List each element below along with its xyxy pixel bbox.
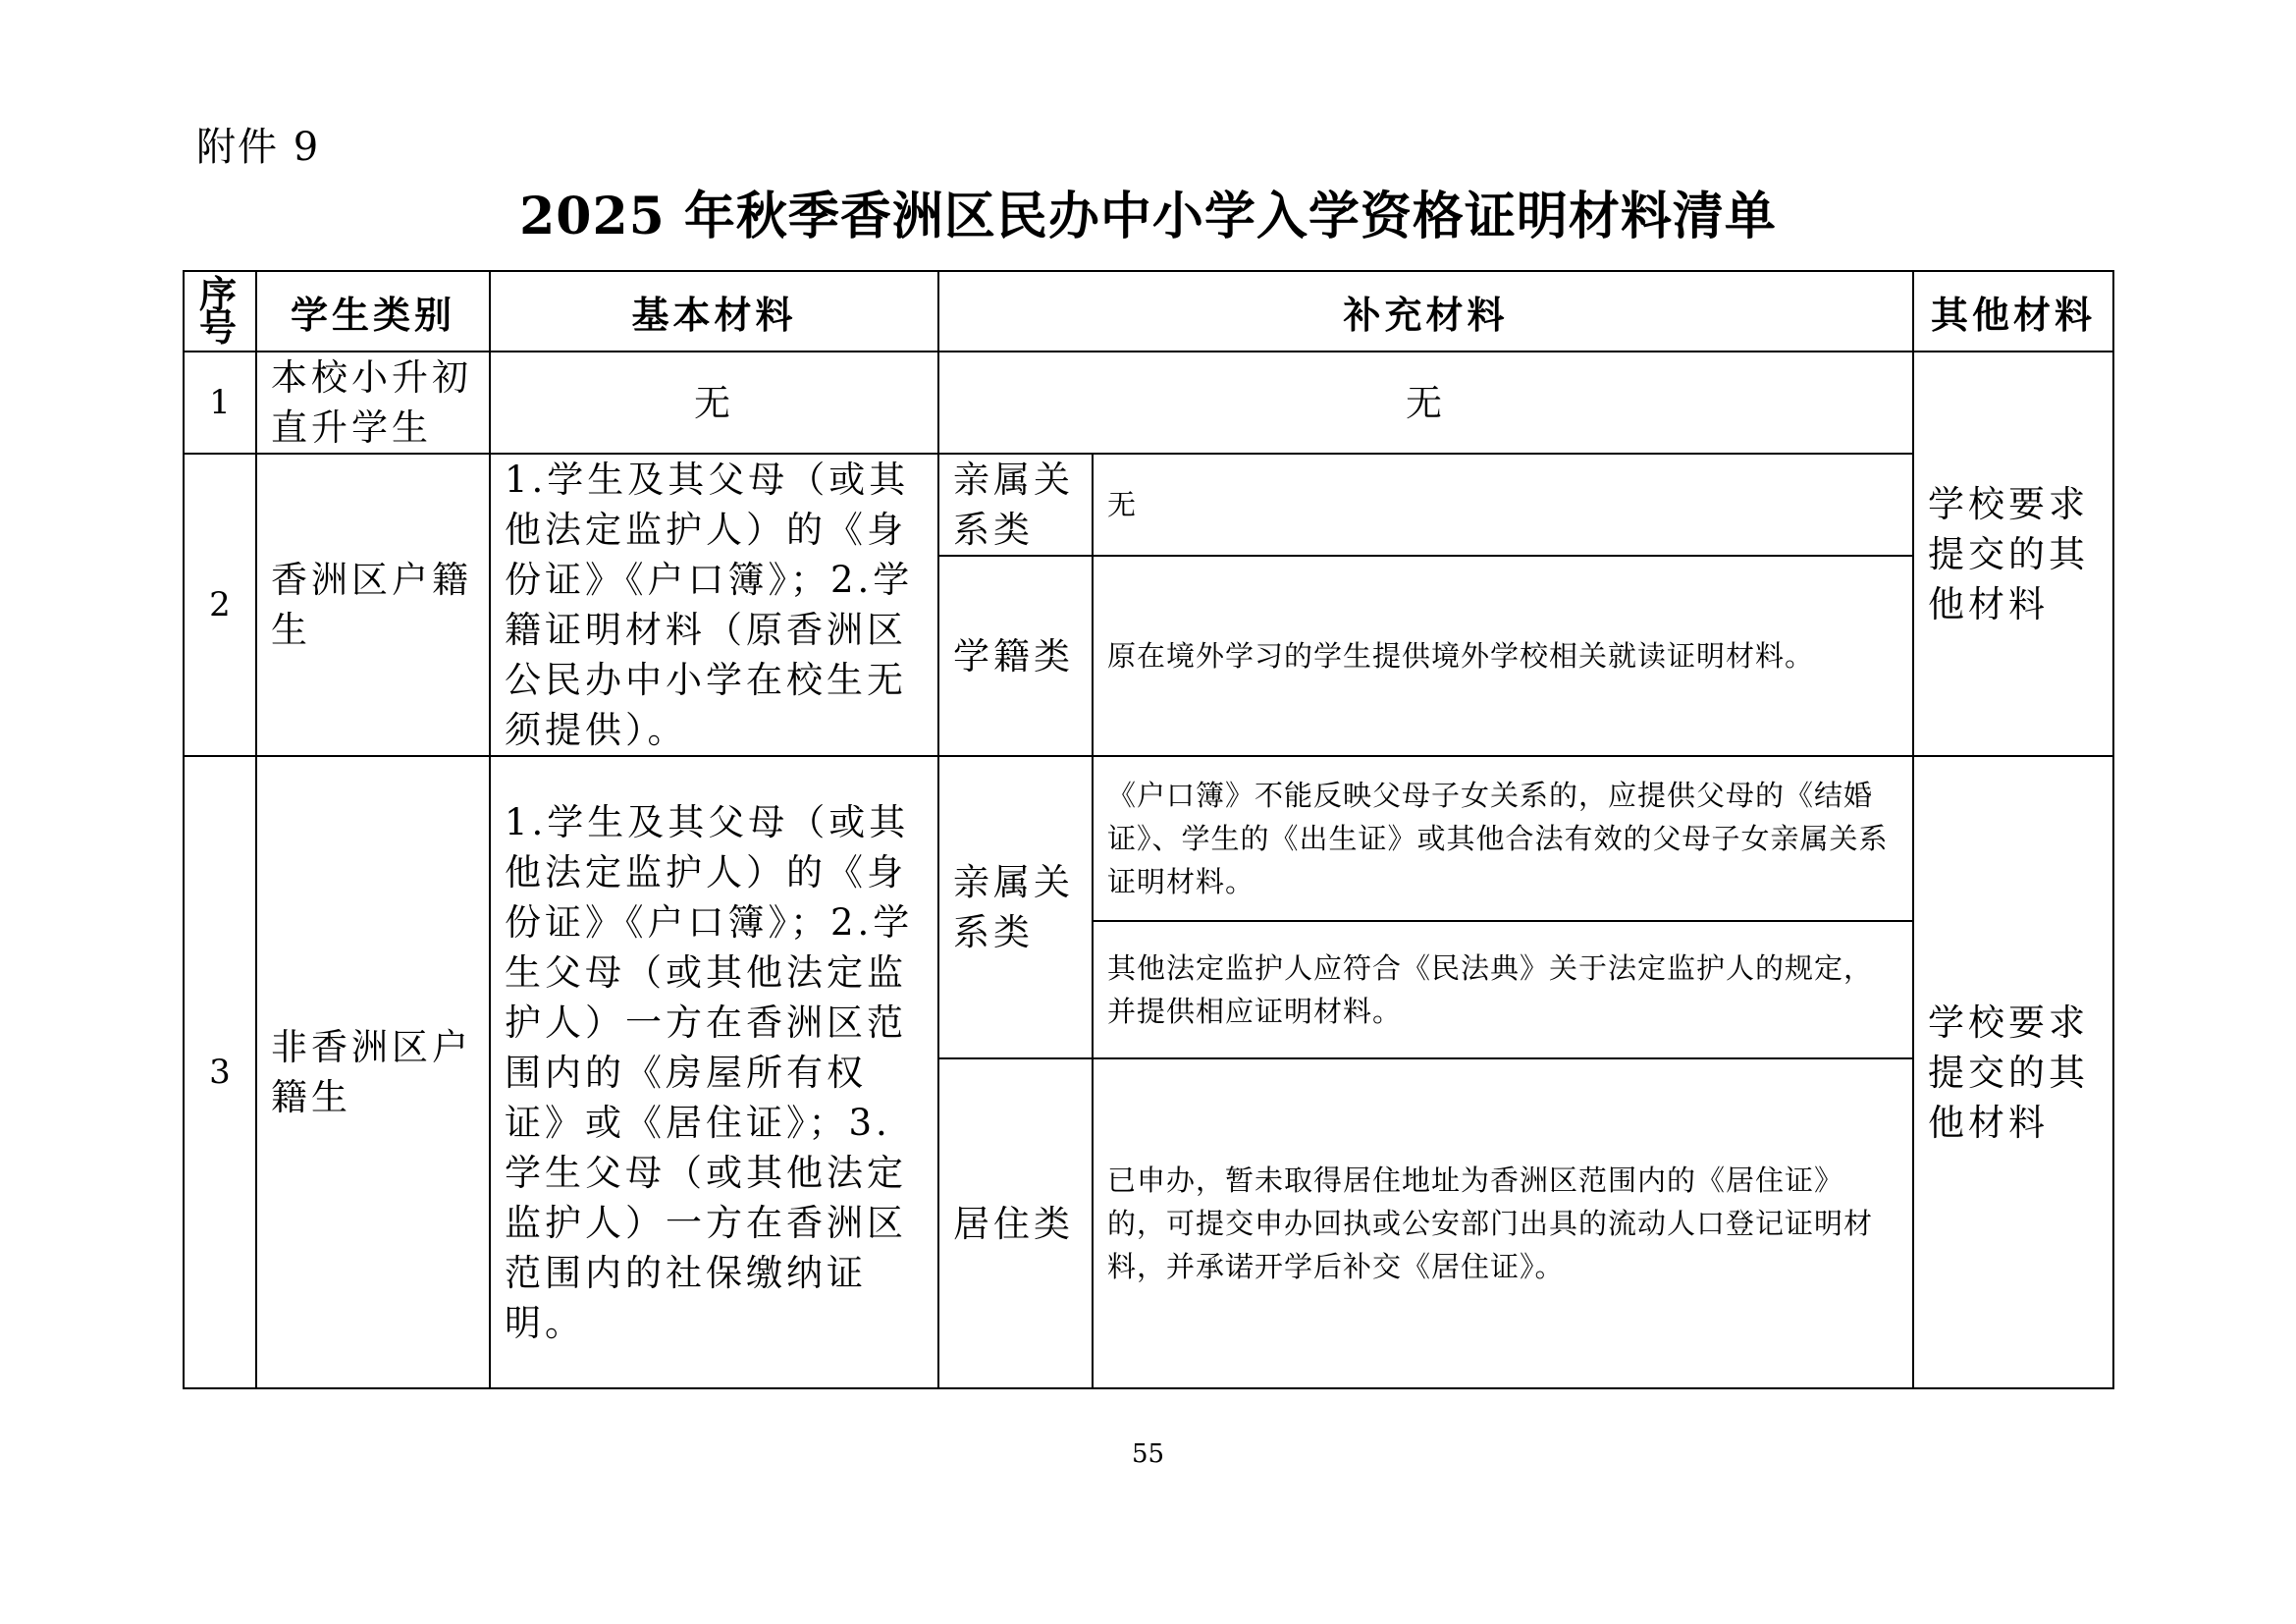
row3-supp-type-residence: 居住类 [938, 1058, 1093, 1388]
row2-category: 香洲区户籍生 [256, 454, 490, 756]
table-header-row [184, 271, 2113, 352]
table-row [184, 352, 2113, 454]
row1-supplementary: 无 [938, 352, 1913, 454]
row2-other: 学校要求提交的其他材料 [1913, 352, 2113, 756]
row1-category: 本校小升初直升学生 [256, 352, 490, 454]
row3-basic: 1.学生及其父母（或其他法定监护人）的《身份证》《户口簿》；2.学生父母（或其他法定监护人）一方在香洲区范围内的《房屋所有权证》或《居住证》；3.学生父母（或其他法定监护人）一方在香洲区范围内的社保缴纳证明。 [490, 756, 938, 1388]
header-other: 其他材料 [1913, 271, 2113, 352]
row2-supp-type-status: 学籍类 [938, 556, 1093, 756]
row2-supp-content-status: 原在境外学习的学生提供境外学校相关就读证明材料。 [1093, 556, 1913, 756]
header-basic: 基本材料 [490, 271, 938, 352]
row3-supp-content-relation-1: 《户口簿》不能反映父母子女关系的，应提供父母的《结婚证》、学生的《出生证》或其他合法有效的父母子女亲属关系证明材料。 [1093, 756, 1913, 921]
row3-supp-content-relation-2: 其他法定监护人应符合《民法典》关于法定监护人的规定，并提供相应证明材料。 [1093, 921, 1913, 1058]
page-title: 2025 年秋季香洲区民办中小学入学资格证明材料清单 [519, 187, 1777, 246]
attachment-label: 附件 9 [196, 125, 321, 170]
header-seq: 序号 [184, 271, 256, 352]
table-row [184, 454, 2113, 556]
row2-seq: 2 [184, 454, 256, 756]
row3-seq: 3 [184, 756, 256, 1388]
table-row [184, 756, 2113, 921]
row3-other: 学校要求提交的其他材料 [1913, 756, 2113, 1388]
row3-supp-type-relation: 亲属关系类 [938, 756, 1093, 1058]
row3-category: 非香洲区户籍生 [256, 756, 490, 1388]
materials-table [183, 270, 2114, 1389]
row1-basic: 无 [490, 352, 938, 454]
header-category: 学生类别 [256, 271, 490, 352]
page-number: 55 [1131, 1439, 1165, 1469]
row1-seq: 1 [184, 352, 256, 454]
header-supplementary: 补充材料 [938, 271, 1913, 352]
row2-basic: 1.学生及其父母（或其他法定监护人）的《身份证》《户口簿》；2.学籍证明材料（原香洲区公民办中小学在校生无须提供）。 [490, 454, 938, 756]
row2-supp-type-relation: 亲属关系类 [938, 454, 1093, 556]
row3-supp-content-residence: 已申办，暂未取得居住地址为香洲区范围内的《居住证》的，可提交申办回执或公安部门出具的流动人口登记证明材料，并承诺开学后补交《居住证》。 [1093, 1058, 1913, 1388]
row2-supp-content-relation: 无 [1093, 454, 1913, 556]
